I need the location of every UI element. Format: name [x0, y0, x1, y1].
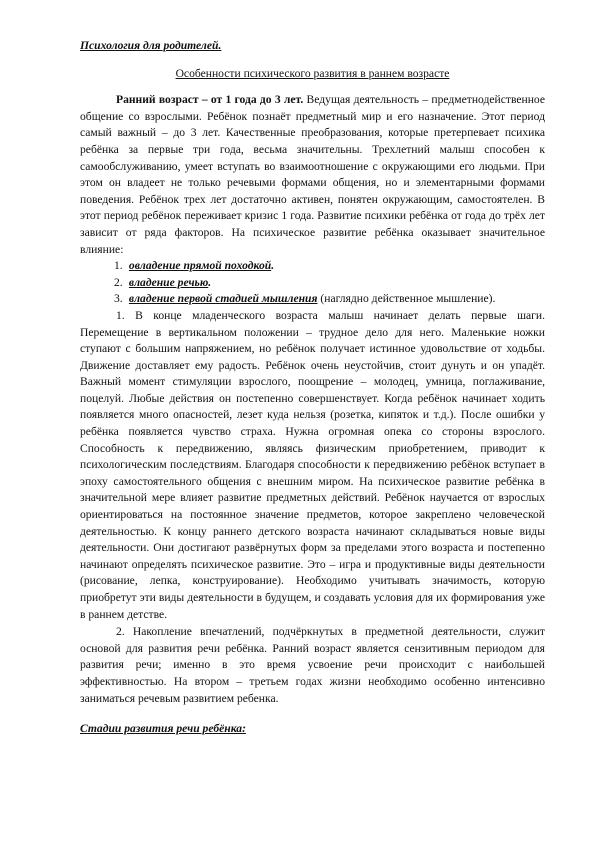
- body-paragraph: 2. Накопление впечатлений, подчёркнутых в предметной деятельности, служит основой для развития речи ребёнка. Ранний возраст является сензитивным периодом для развития речи; именно в это время усвоение речи происходит с наибольшей эффективностью. На втором – третьем годах жизни необходимо особенно интенсивно заниматься речевым развитием ребенка.: [80, 625, 545, 705]
- intro-text: Ведущая деятельность – предметнодейственное общение со взрослыми. Ребёнок познаёт предметный мир и его назначение. Этот период самый важный – до 3 лет. Качественные преобразования, которые претерпевает психика ребёнка за первые три года, весьма значительны. Трехлетний малыш способен к самообслуживанию, умеет вступать во взаимоотношение с окружающими его людьми. При этом он владеет не только речевыми формами общения, но и элементарными формами поведения. Ребёнок трех лет достаточно активен, понятен окружающим, самостоятелен. В этот период ребёнок переживает кризис 1 года. Развитие психики ребёнка от года до трёх лет зависит от ряда факторов. На психическое развитие ребёнка оказывает значительное влияние:: [80, 93, 545, 256]
- intro-lead: Ранний возраст – от 1 года до 3 лет.: [116, 93, 304, 107]
- intro-paragraph: [80, 92, 545, 258]
- factor-number: 1.: [114, 259, 123, 273]
- factor-rest: (наглядно действенное мышление).: [317, 292, 496, 306]
- factor-item: [80, 291, 545, 308]
- factor-rest: .: [271, 259, 275, 273]
- factor-term: владение речью: [128, 275, 209, 289]
- factors-list: [80, 258, 545, 308]
- factor-term: овладение прямой походкой: [128, 259, 272, 273]
- factor-term: владение первой стадией мышления: [128, 292, 318, 306]
- factor-rest: .: [208, 275, 212, 289]
- factor-number: 2.: [114, 275, 123, 289]
- factor-number: 3.: [114, 292, 123, 306]
- subheading: [80, 721, 545, 738]
- article-title: Особенности психического развития в раннем возрасте: [175, 66, 450, 80]
- body-paragraph: 1. В конце младенческого возраста малыш начинает делать первые шаги. Перемещение в вертикальном положении – трудное дело для него. Маленькие ножки ступают с большим напряжением, но ребёнок получает истинное удовольствие от ходьбы. Движение доставляет ему радость. Ребёнок очень неустойчив, стоит дунуть и он упадёт. Важный момент стимуляции взрослого, поощрение – молодец, умница, поглаживание, поцелуй. Любые действия он постепенно совершенствует. Когда ребёнок начинает ходить появляется много опасностей, лезет куда нельзя (розетка, кипяток и т.д.). После ошибки у ребёнка появляется чувство страха. Нужна огромная опека со стороны взрослого. Способность к передвижению, являясь физическим приобретением, приводит к психологическим последствиям. Благодаря способности к передвижению ребёнок вступает в эпоху самостоятельного общения с внешним миром. На психическое развитие ребёнка в значительной мере влияет развитие предметных действий. Ребёнок научается от взрослых ориентироваться на постоянное значение предметов, которое закреплено человеческой деятельностью. К концу раннего детского возраста начинают складываться новые виды деятельности. Они достигают развёрнутых форм за пределами этого возраста и постепенно начинают определять психическое развитие. Это – игра и продуктивные виды деятельности (рисование, лепка, конструирование). Необходимо учитывать значимость, которую приобретут эти виды деятельности в будущем, и создавать условия для их формирования уже в раннем детстве.: [80, 308, 545, 621]
- section-heading: Психология для родителей.: [80, 39, 222, 52]
- factor-item: [80, 275, 545, 292]
- subheading-text: Стадии развития речи ребёнка:: [80, 722, 246, 736]
- factor-item: [80, 258, 545, 275]
